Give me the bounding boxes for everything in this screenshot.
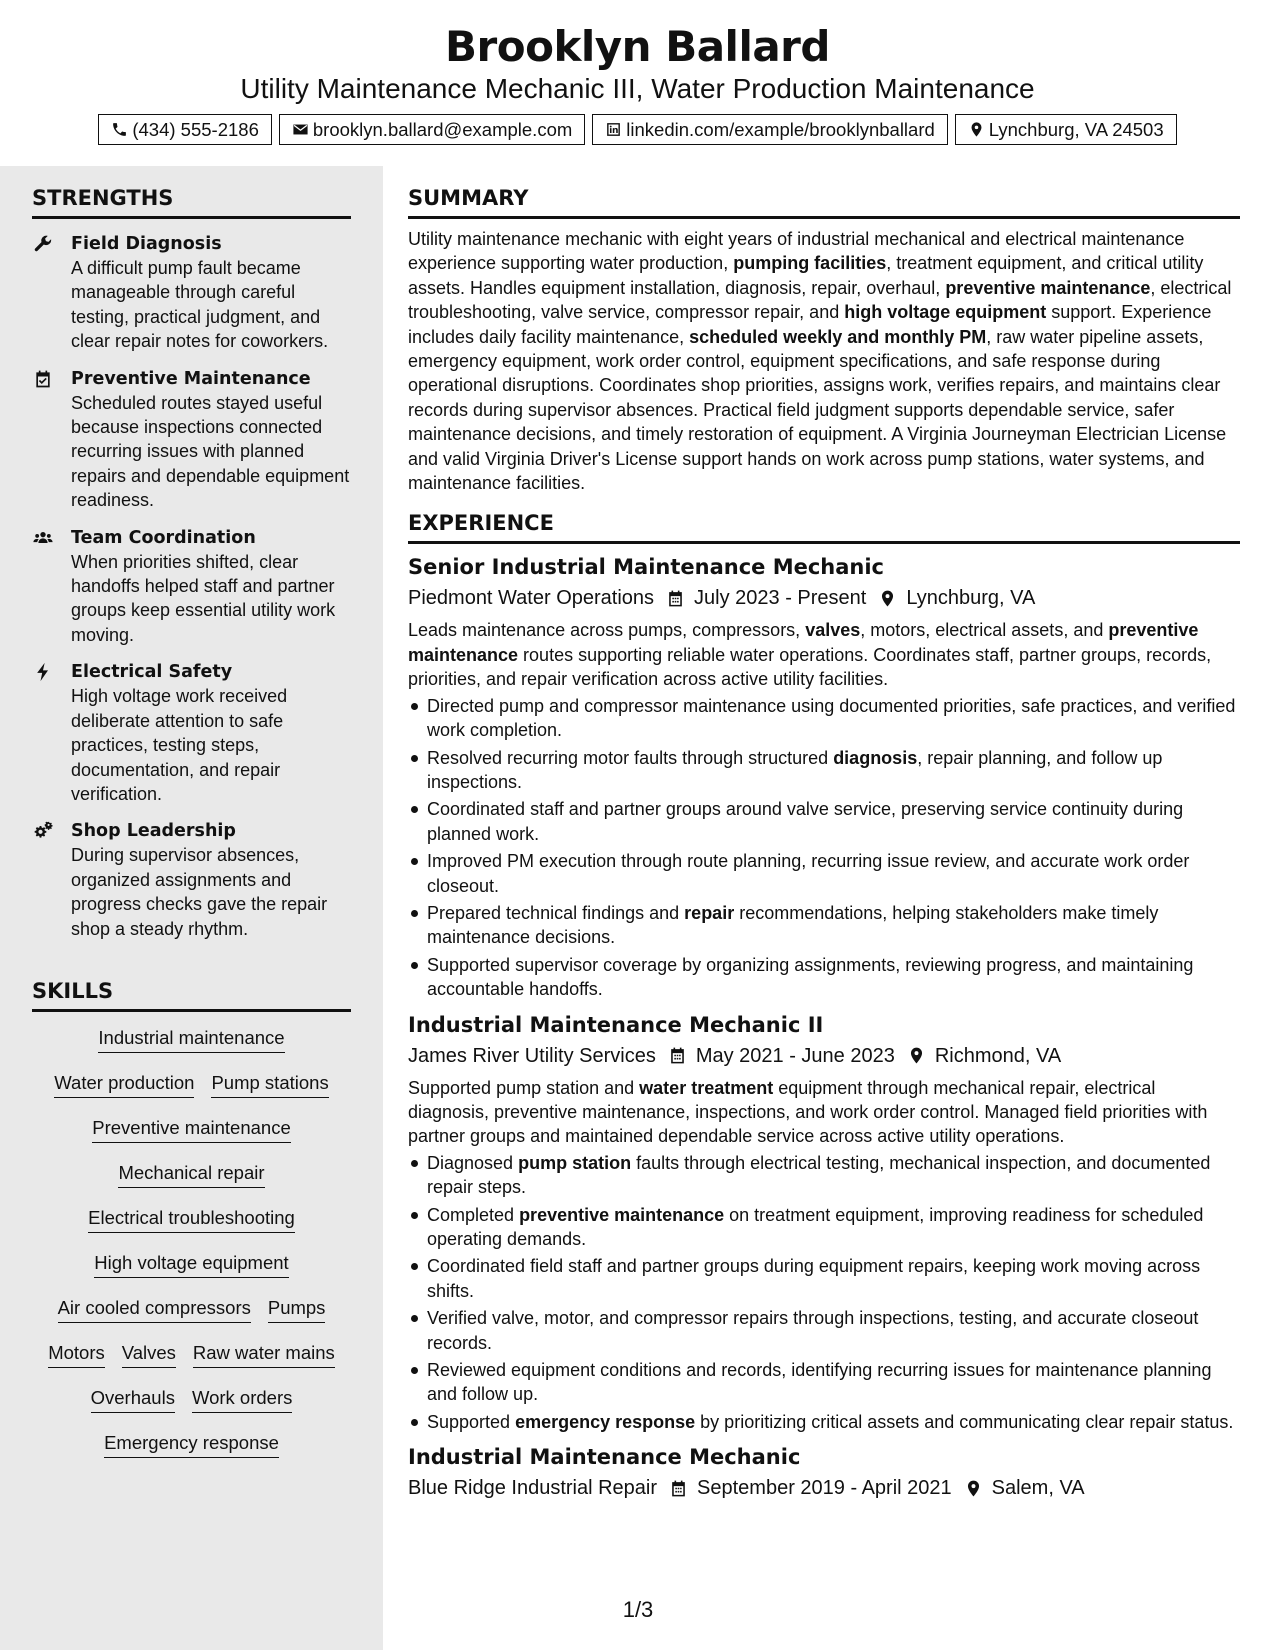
job-description <box>408 1076 1240 1149</box>
bold-phrase: high voltage equipment <box>844 302 1047 323</box>
bullet-item <box>408 797 1240 846</box>
skills-list <box>32 1023 351 1473</box>
contact-bar <box>0 114 1275 145</box>
skill-tag: Work orders <box>192 1385 292 1413</box>
strength-icon <box>32 662 54 682</box>
strength-title: Electrical Safety <box>71 662 233 683</box>
skill-tag: Pump stations <box>211 1070 328 1098</box>
bold-phrase: emergency response <box>515 1411 696 1432</box>
contact-linkedin[interactable] <box>592 114 948 145</box>
strengths-list <box>32 232 351 941</box>
bold-phrase: water treatment <box>639 1077 774 1098</box>
contact-location <box>955 114 1177 145</box>
job-bullets <box>408 1151 1240 1434</box>
job-title: Industrial Maintenance Mechanic <box>408 1445 801 1470</box>
text-segment: Improved PM execution through route planning, recurring issue review, and accurate work order closeout. <box>427 851 1190 896</box>
text-segment: Verified valve, motor, and compressor repairs through inspections, testing, and accurate closeout records. <box>427 1308 1199 1353</box>
strength-item <box>32 660 351 806</box>
bold-phrase: preventive maintenance <box>408 620 1199 665</box>
bold-phrase: pumping facilities <box>733 253 887 274</box>
linkedin-icon <box>605 121 622 138</box>
map-pin-icon <box>968 121 985 138</box>
candidate-title: Utility Maintenance Mechanic III, Water Production Maintenance <box>240 73 1035 104</box>
job-dates: September 2019 - April 2021 <box>697 1477 952 1500</box>
company-name: Blue Ridge Industrial Repair <box>408 1477 658 1500</box>
skill-tag: Valves <box>122 1340 176 1368</box>
wrench-icon <box>32 234 54 254</box>
text-segment: Supported pump station and <box>408 1077 640 1098</box>
strength-description: During supervisor absences, organized assignments and progress checks gave the repair shop a steady rhythm. <box>71 845 328 939</box>
skill-tag: Air cooled compressors <box>58 1295 251 1323</box>
job-bullets <box>408 694 1240 1002</box>
linkedin-text: linkedin.com/example/brooklynballard <box>626 118 935 140</box>
text-segment: Supported <box>427 1411 516 1432</box>
bullet-item <box>408 746 1240 795</box>
skill-tag: Preventive maintenance <box>92 1115 290 1143</box>
skill-tag: Raw water mains <box>193 1340 335 1368</box>
bullet-item <box>408 1203 1240 1252</box>
contact-phone <box>98 114 272 145</box>
skill-tag: Water production <box>54 1070 194 1098</box>
calendar-icon <box>669 1479 688 1498</box>
bullet-item <box>408 953 1240 1002</box>
strength-icon <box>32 369 54 389</box>
strength-description: High voltage work received deliberate attention to safe practices, testing steps, documentation, and repair verification. <box>71 686 288 804</box>
users-icon <box>32 528 54 548</box>
phone-icon <box>111 121 128 138</box>
bold-phrase: preventive maintenance <box>519 1204 725 1225</box>
email-text: brooklyn.ballard@example.com <box>312 118 573 140</box>
summary-section <box>408 186 1240 495</box>
candidate-name: Brooklyn Ballard <box>445 22 830 71</box>
skill-row <box>32 1113 351 1158</box>
skills-section <box>32 979 351 1473</box>
text-segment: on treatment equipment, improving readiness for scheduled operating demands. <box>427 1204 1204 1249</box>
strength-icon <box>32 234 54 254</box>
strength-item <box>32 232 351 354</box>
bold-phrase: pump station <box>518 1152 632 1173</box>
skill-row <box>32 1338 351 1383</box>
text-segment: , motors, electrical assets, and <box>860 620 1109 641</box>
text-segment: , raw water pipeline assets, emergency equipment, work order control, equipment specifications, and safe response during operational disruptions. Coordinates shop priorities, assigns work, verifies repairs, and maintains clear records during supervisor absences. Practical field judgment supports dependable service, safer maintenance decisions, and timely restoration of equipment. A Virginia Journeyman Electrician License and valid Virginia Driver's License support hands on work across pump stations, water systems, and maintenance facilities. <box>408 326 1227 494</box>
company-name: James River Utility Services <box>408 1044 656 1067</box>
job-dates: May 2021 - June 2023 <box>695 1044 895 1067</box>
calendar-check-icon <box>32 369 54 389</box>
text-segment: , treatment equipment, and critical utility assets. Handles equipment installation, diagnosis, repair, overhaul, <box>408 253 1204 298</box>
strength-title: Shop Leadership <box>71 821 236 842</box>
text-segment: Utility maintenance mechanic with eight years of industrial mechanical and electrical maintenance experience supporting water production, <box>408 229 1185 274</box>
skill-tag: High voltage equipment <box>94 1250 288 1278</box>
skill-row <box>32 1293 351 1338</box>
main-content <box>408 166 1240 1650</box>
page-number: 1/3 <box>622 1597 654 1622</box>
bullet-item <box>408 901 1240 950</box>
bullet-item <box>408 1306 1240 1355</box>
skill-row <box>32 1068 351 1113</box>
job-entry <box>408 1010 1240 1435</box>
strength-title: Preventive Maintenance <box>71 368 311 389</box>
text-segment: recommendations, helping stakeholders make timely maintenance decisions. <box>427 902 1159 948</box>
summary-text <box>408 227 1240 495</box>
bullet-item <box>408 1151 1240 1200</box>
envelope-icon <box>292 121 309 138</box>
bullet-item <box>408 1410 1240 1434</box>
map-pin-icon <box>907 1046 926 1065</box>
skill-row <box>32 1383 351 1428</box>
text-segment: , repair planning, and follow up inspections. <box>427 747 1163 792</box>
text-segment: Coordinated staff and partner groups around valve service, preserving service continuity during planned work. <box>427 799 1184 844</box>
skill-tag: Electrical troubleshooting <box>88 1205 295 1233</box>
job-location: Richmond, VA <box>934 1044 1062 1067</box>
bold-phrase: repair <box>684 902 735 923</box>
bolt-icon <box>32 662 54 682</box>
job-entry <box>408 1442 1240 1503</box>
strength-title: Team Coordination <box>71 527 256 548</box>
text-segment: , electrical troubleshooting, valve service, compressor repair, and <box>408 277 1232 323</box>
skill-tag: Industrial maintenance <box>98 1025 284 1053</box>
bold-phrase: diagnosis <box>833 747 918 768</box>
strength-item <box>32 526 351 648</box>
bullet-item <box>408 1254 1240 1303</box>
job-meta <box>408 583 1240 613</box>
text-segment: Completed <box>427 1204 520 1225</box>
experience-section <box>408 511 1240 1503</box>
summary-heading: SUMMARY <box>408 186 1240 219</box>
skill-tag: Overhauls <box>91 1385 175 1413</box>
bullet-item <box>408 694 1240 743</box>
calendar-icon <box>668 1046 687 1065</box>
strengths-section <box>32 186 351 941</box>
job-meta <box>408 1041 1240 1071</box>
strength-item <box>32 367 351 513</box>
skill-row <box>32 1428 351 1473</box>
sidebar <box>0 166 383 1650</box>
text-segment: Leads maintenance across pumps, compressors, <box>408 620 806 641</box>
strength-description: When priorities shifted, clear handoffs helped staff and partner groups keep essential utility work moving. <box>71 551 336 645</box>
skills-heading: SKILLS <box>32 979 351 1012</box>
text-segment: Supported supervisor coverage by organizing assignments, reviewing progress, and maintaining accountable handoffs. <box>427 954 1194 1000</box>
job-title: Senior Industrial Maintenance Mechanic <box>408 555 885 580</box>
resume-header <box>0 0 1275 166</box>
text-segment: Directed pump and compressor maintenance using documented priorities, safe practices, and verified work completion. <box>427 695 1236 741</box>
skill-tag: Mechanical repair <box>118 1160 264 1188</box>
calendar-icon <box>666 589 685 608</box>
text-segment: Coordinated field staff and partner groups during equipment repairs, keeping work moving across shifts. <box>427 1256 1201 1301</box>
text-segment: Diagnosed <box>427 1152 519 1173</box>
strength-icon <box>32 821 54 841</box>
gears-icon <box>32 821 54 841</box>
skill-tag: Emergency response <box>104 1430 279 1458</box>
text-segment: Prepared technical findings and <box>427 902 685 923</box>
phone-text: (434) 555-2186 <box>132 118 259 140</box>
map-pin-icon <box>964 1479 983 1498</box>
job-description <box>408 618 1240 691</box>
company-name: Piedmont Water Operations <box>408 587 655 610</box>
experience-heading: EXPERIENCE <box>408 511 1240 544</box>
job-list <box>408 552 1240 1503</box>
strength-description: A difficult pump fault became manageable through careful testing, practical judgment, and clear repair notes for coworkers. <box>71 258 329 352</box>
skill-row <box>32 1158 351 1203</box>
skill-row <box>32 1023 351 1068</box>
strength-icon <box>32 528 54 548</box>
bold-phrase: valves <box>805 620 861 641</box>
job-location: Salem, VA <box>991 1477 1085 1500</box>
bullet-item <box>408 1358 1240 1407</box>
text-segment: faults through electrical testing, mechanical inspection, and documented repair steps. <box>427 1152 1211 1198</box>
text-segment: Reviewed equipment conditions and records, identifying recurring issues for maintenance planning and follow up. <box>427 1360 1212 1405</box>
job-dates: July 2023 - Present <box>694 587 867 610</box>
bold-phrase: scheduled weekly and monthly PM <box>689 326 987 347</box>
bullet-item <box>408 849 1240 898</box>
text-segment: equipment through mechanical repair, electrical diagnosis, preventive maintenance, inspections, and work order control. Managed field priorities with partner groups and maintained dependable service across active utility operations. <box>408 1077 1208 1147</box>
bold-phrase: preventive maintenance <box>945 277 1151 298</box>
strengths-heading: STRENGTHS <box>32 186 351 219</box>
text-segment: support. Experience includes daily facility maintenance, <box>408 302 1212 347</box>
skill-tag: Pumps <box>268 1295 326 1323</box>
skill-tag: Motors <box>48 1340 105 1368</box>
job-title: Industrial Maintenance Mechanic II <box>408 1012 824 1037</box>
strength-title: Field Diagnosis <box>71 234 222 254</box>
skill-row <box>32 1203 351 1248</box>
strength-item <box>32 819 351 941</box>
strength-description: Scheduled routes stayed useful because inspections connected recurring issues with planned repairs and dependable equipment readiness. <box>71 392 350 511</box>
job-location: Lynchburg, VA <box>906 587 1036 610</box>
text-segment: routes supporting reliable water operations. Coordinates staff, partner groups, records, priorities, and repair verification across active utility facilities. <box>408 644 1212 690</box>
contact-email[interactable] <box>279 114 585 145</box>
map-pin-icon <box>878 589 897 608</box>
text-segment: by prioritizing critical assets and communicating clear repair status. <box>695 1411 1234 1432</box>
skill-row <box>32 1248 351 1293</box>
job-entry <box>408 552 1240 1001</box>
text-segment: Resolved recurring motor faults through structured <box>427 747 834 768</box>
location-text: Lynchburg, VA 24503 <box>988 118 1164 140</box>
job-meta <box>408 1473 1240 1503</box>
